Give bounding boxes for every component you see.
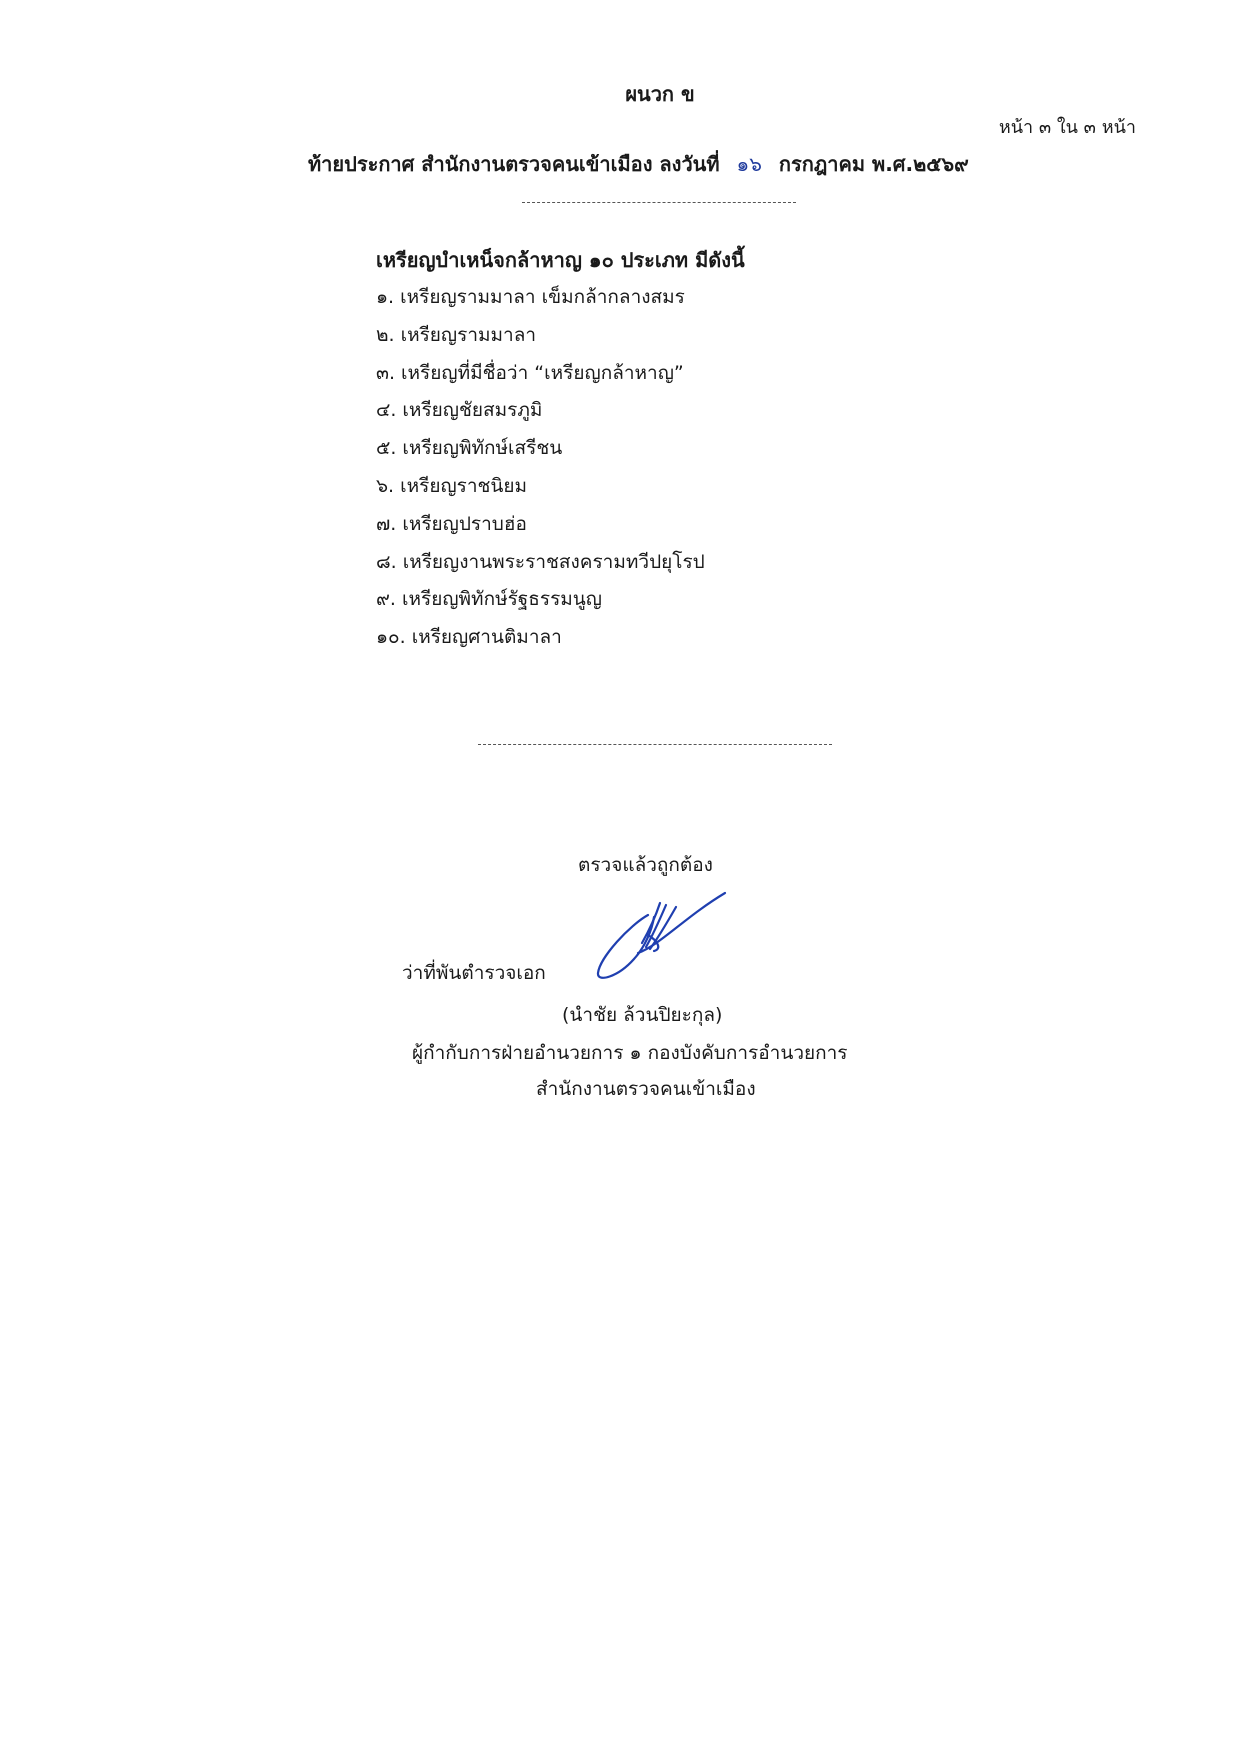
list-item-number: ๒. <box>376 323 395 346</box>
list-item <box>376 282 705 320</box>
list-item-text: เหรียญรามมาลา เข็มกล้ากลางสมร <box>400 286 685 308</box>
verified-text: ตรวจแล้วถูกต้อง <box>578 854 713 876</box>
list-item-number: ๖. <box>376 474 395 497</box>
signature-image <box>590 885 730 985</box>
list-item-number: ๘. <box>376 550 397 573</box>
list-item-number: ๙. <box>376 588 396 611</box>
list-item-text: เหรียญรามมาลา <box>400 323 537 346</box>
list-item <box>376 471 705 509</box>
list-item-text: เหรียญราชนิยม <box>400 474 528 497</box>
list-item-number: ๔. <box>376 399 397 422</box>
list-item <box>376 509 705 547</box>
list-item-text: เหรียญชัยสมรภูมิ <box>402 399 543 422</box>
list-item-number: ๑๐. <box>376 626 406 649</box>
list-item-text: เหรียญพิทักษ์เสรีชน <box>402 437 563 460</box>
announcement-header <box>308 148 969 180</box>
page-number: หน้า ๓ ใน ๓ หน้า <box>998 117 1136 138</box>
header-suffix: กรกฎาคม พ.ศ.๒๕๖๙ <box>778 152 969 176</box>
divider-bottom <box>478 744 832 745</box>
header-date-day: ๑๖ <box>736 152 762 176</box>
divider-top <box>522 202 796 203</box>
list-item <box>376 547 705 585</box>
signer-rank: ว่าที่พันตำรวจเอก <box>402 962 546 984</box>
list-item <box>376 358 705 396</box>
list-item <box>376 622 705 660</box>
list-item-number: ๕. <box>376 437 397 460</box>
list-item-text: เหรียญปราบฮ่อ <box>402 512 527 535</box>
medal-list <box>376 282 705 660</box>
list-heading: เหรียญบำเหน็จกล้าหาญ ๑๐ ประเภท มีดังนี้ <box>376 248 745 272</box>
signer-name: (นำชัย ล้วนปิยะกุล) <box>562 1004 723 1026</box>
list-item-number: ๓. <box>376 361 396 384</box>
list-item <box>376 433 705 471</box>
list-item-text: เหรียญศานติมาลา <box>411 626 562 649</box>
list-item-text: เหรียญพิทักษ์รัฐธรรมนูญ <box>401 588 602 611</box>
list-item-text: เหรียญที่มีชื่อว่า “เหรียญกล้าหาญ” <box>401 361 684 384</box>
list-item-number: ๗. <box>376 512 397 535</box>
list-item <box>376 395 705 433</box>
signer-position-line-2: สำนักงานตรวจคนเข้าเมือง <box>536 1078 756 1100</box>
signer-position-line-1: ผู้กำกับการฝ่ายอำนวยการ ๑ กองบังคับการอำนวยการ <box>412 1042 848 1064</box>
list-item <box>376 320 705 358</box>
header-prefix: ท้ายประกาศ สำนักงานตรวจคนเข้าเมือง ลงวันที่ <box>308 152 720 176</box>
list-item-number: ๑. <box>376 286 395 308</box>
annex-title: ผนวก ข <box>625 82 695 106</box>
list-item-text: เหรียญงานพระราชสงครามทวีปยุโรป <box>402 550 705 573</box>
list-item <box>376 584 705 622</box>
